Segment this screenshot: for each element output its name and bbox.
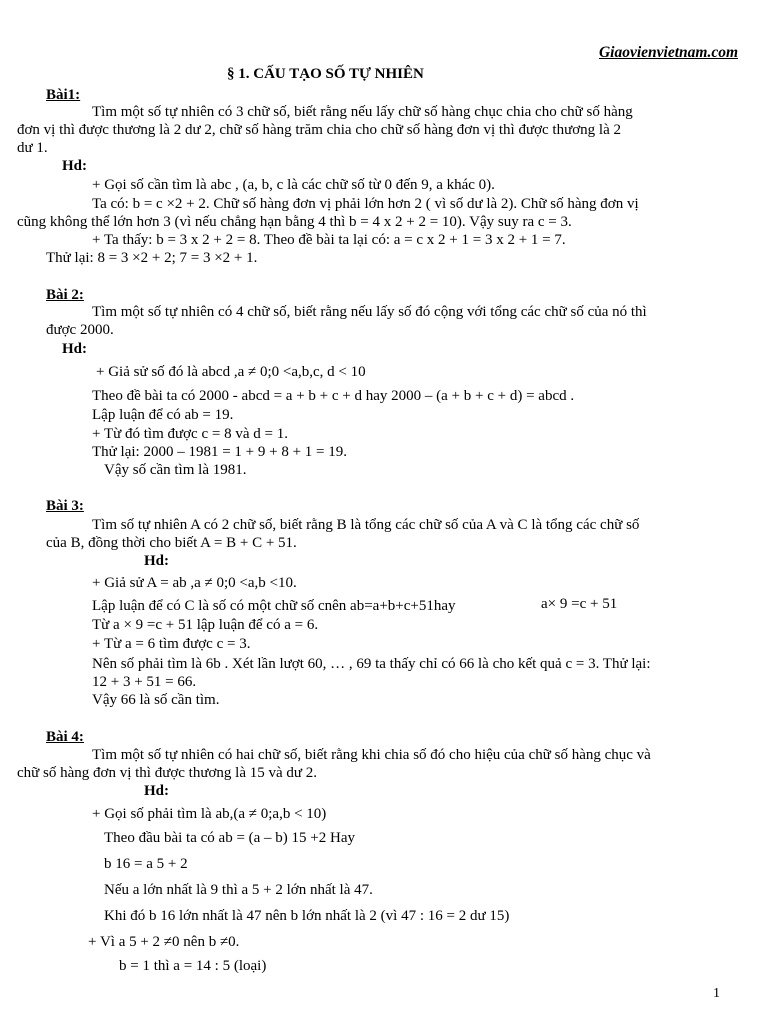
text-line: Từ a × 9 =c + 51 lập luận để có a = 6. <box>92 617 319 633</box>
page-number: 1 <box>713 986 720 1001</box>
text-line: + Gọi số cần tìm là abc , (a, b, c là các chữ số từ 0 đến 9, a khác 0). <box>92 177 495 193</box>
text-line: Vậy số cần tìm là 1981. <box>104 462 247 478</box>
text-line: + Gọi số phải tìm là ab,(a ≠ 0;a,b < 10) <box>92 806 327 822</box>
text-line: cũng không thể lớn hơn 3 (vì nếu chẳng hạn bằng 4 thì b = 4 x 2 + 2 = 10). Vậy suy ra c = 3. <box>17 214 572 230</box>
text-line: Tìm số tự nhiên A có 2 chữ số, biết rằng B là tổng các chữ số của A và C là tổng các chữ số <box>92 517 640 533</box>
text-line: chữ số hàng đơn vị thì được thương là 15 và dư 2. <box>17 765 318 781</box>
text-line: + Vì a 5 + 2 ≠0 nên b ≠0. <box>88 934 240 950</box>
text-line: + Từ a = 6 tìm được c = 3. <box>92 636 251 652</box>
text-line: Tìm một số tự nhiên có 3 chữ số, biết rằng nếu lấy chữ số hàng chục chia cho chữ số hàng <box>92 104 633 120</box>
hint-label: Hd: <box>144 783 170 799</box>
text-line: b = 1 thì a = 14 : 5 (loại) <box>119 958 267 974</box>
problem-heading: Bài 3: <box>46 498 84 514</box>
text-line: Thử lại: 8 = 3 ×2 + 2; 7 = 3 ×2 + 1. <box>46 250 258 266</box>
text-line: + Ta thấy: b = 3 x 2 + 2 = 8. Theo đề bài ta lại có: a = c x 2 + 1 = 3 x 2 + 1 = 7. <box>92 232 566 248</box>
text-line: được 2000. <box>46 322 114 338</box>
text-line: Khi đó b 16 lớn nhất là 47 nên b lớn nhất là 2 (vì 47 : 16 = 2 dư 15) <box>104 908 510 924</box>
hint-label: Hd: <box>62 158 88 174</box>
text-line: b 16 = a 5 + 2 <box>104 856 188 872</box>
text-line: 12 + 3 + 51 = 66. <box>92 674 197 690</box>
problem-heading: Bài 4: <box>46 729 84 745</box>
text-line: Nếu a lớn nhất là 9 thì a 5 + 2 lớn nhất là 47. <box>104 882 373 898</box>
section-title: § 1. CẤU TẠO SỐ TỰ NHIÊN <box>227 66 424 82</box>
text-line: + Từ đó tìm được c = 8 và d = 1. <box>92 426 288 442</box>
text-line: Thử lại: 2000 – 1981 = 1 + 9 + 8 + 1 = 19. <box>92 444 347 460</box>
hint-label: Hd: <box>144 553 170 569</box>
text-line: Theo đầu bài ta có ab = (a – b) 15 +2 Hay <box>104 830 356 846</box>
text-line: Lập luận để có C là số có một chữ số cnên ab=a+b+c+51hay <box>92 598 456 614</box>
hint-label: Hd: <box>62 341 88 357</box>
text-line: a× 9 =c + 51 <box>541 596 618 612</box>
problem-heading: Bài1: <box>46 87 81 103</box>
text-line: Nên số phải tìm là 6b . Xét lần lượt 60, … , 69 ta thấy chỉ có 66 là cho kết quả c = 3. Thử lại: <box>92 656 651 672</box>
text-line: đơn vị thì được thương là 2 dư 2, chữ số hàng trăm chia cho chữ số hàng đơn vị thì được thương là 2 <box>17 122 621 138</box>
text-line: + Giả sử số đó là abcd ,a ≠ 0;0 <a,b,c, d < 10 <box>96 364 366 380</box>
text-line: Theo đề bài ta có 2000 - abcd = a + b + c + d hay 2000 – (a + b + c + d) = abcd . <box>92 388 575 404</box>
text-line: Tìm một số tự nhiên có hai chữ số, biết rằng khi chia số đó cho hiệu của chữ số hàng chục và <box>92 747 651 763</box>
text-line: Ta có: b = c ×2 + 2. Chữ số hàng đơn vị phải lớn hơn 2 ( vì số dư là 2). Chữ số hàng đơn vị <box>92 196 639 212</box>
text-line: Vậy 66 là số cần tìm. <box>92 692 220 708</box>
text-line: Lập luận để có ab = 19. <box>92 407 234 423</box>
text-line: của B, đồng thời cho biết A = B + C + 51. <box>46 535 297 551</box>
text-line: Tìm một số tự nhiên có 4 chữ số, biết rằng nếu lấy số đó cộng với tổng các chữ số của nó thì <box>92 304 647 320</box>
text-line: + Giả sử A = ab ,a ≠ 0;0 <a,b <10. <box>92 575 297 591</box>
problem-heading: Bài 2: <box>46 287 84 303</box>
text-line: dư 1. <box>17 140 48 156</box>
website-name: Giaovienvietnam.com <box>598 44 738 61</box>
